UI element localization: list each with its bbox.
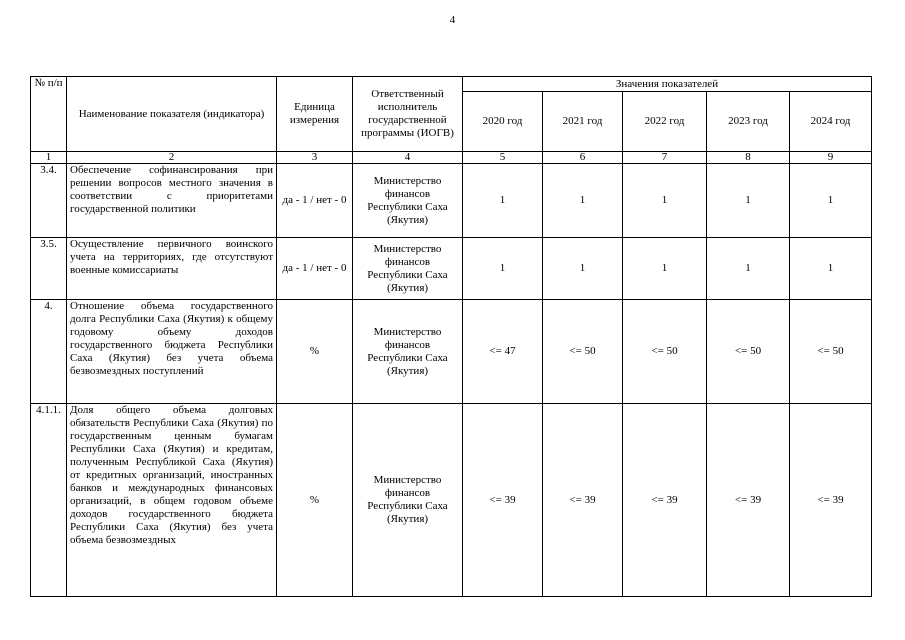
row-executor: Министерство финансов Республики Саха (Якутия) <box>353 238 463 300</box>
row-value: <= 39 <box>543 404 623 597</box>
header-year: 2024 год <box>790 92 872 152</box>
table-row <box>31 404 872 597</box>
row-value: <= 50 <box>623 300 707 404</box>
row-value: 1 <box>707 238 790 300</box>
page-number: 4 <box>449 14 456 26</box>
header-row-1 <box>31 77 872 92</box>
row-value: <= 39 <box>790 404 872 597</box>
column-number: 6 <box>543 152 623 164</box>
column-number: 4 <box>353 152 463 164</box>
row-unit: % <box>277 404 353 597</box>
row-value: <= 50 <box>790 300 872 404</box>
row-name: Доля общего объема долговых обязательств Республики Саха (Якутия) по государственным ценным бумагам Республики Саха (Якутия) и кредитам, полученным Республикой Саха (Якутия) от кредитных организаций, иностранных банков и международных финансовых организаций, в общем годовом объеме доходов государственного бюджета Республики Саха (Якутия) без учета объема безвозмездных <box>67 404 277 597</box>
row-num: 3.5. <box>31 238 67 300</box>
header-unit: Единица измерения <box>277 77 353 152</box>
header-name: Наименование показателя (индикатора) <box>67 77 277 152</box>
row-value: 1 <box>463 164 543 238</box>
column-number: 1 <box>31 152 67 164</box>
table-row <box>31 300 872 404</box>
row-value: 1 <box>623 238 707 300</box>
header-year: 2021 год <box>543 92 623 152</box>
row-value: 1 <box>543 164 623 238</box>
table-row <box>31 164 872 238</box>
row-unit: % <box>277 300 353 404</box>
table-row <box>31 238 872 300</box>
row-unit: да - 1 / нет - 0 <box>277 238 353 300</box>
column-number: 5 <box>463 152 543 164</box>
row-name: Отношение объема государственного долга Республики Саха (Якутия) к общему годовому объему доходов государственного бюджета Республики Саха (Якутия) без учета объема безвозмездных поступлений <box>67 300 277 404</box>
column-number: 8 <box>707 152 790 164</box>
row-num: 4. <box>31 300 67 404</box>
row-value: 1 <box>543 238 623 300</box>
row-value: <= 39 <box>623 404 707 597</box>
row-value: 1 <box>707 164 790 238</box>
column-number: 9 <box>790 152 872 164</box>
header-year: 2023 год <box>707 92 790 152</box>
header-values-group: Значения показателей <box>463 77 872 92</box>
row-name: Осуществление первичного воинского учета на территориях, где отсутствуют военные комиссариаты <box>67 238 277 300</box>
header-executor: Ответственный исполнитель государственной программы (ИОГВ) <box>353 77 463 152</box>
column-number-row <box>31 152 872 164</box>
column-number: 7 <box>623 152 707 164</box>
row-executor: Министерство финансов Республики Саха (Якутия) <box>353 164 463 238</box>
row-num: 3.4. <box>31 164 67 238</box>
indicators-table <box>30 76 872 597</box>
row-value: <= 39 <box>463 404 543 597</box>
row-value: <= 50 <box>543 300 623 404</box>
column-number: 3 <box>277 152 353 164</box>
row-executor: Министерство финансов Республики Саха (Якутия) <box>353 300 463 404</box>
row-num: 4.1.1. <box>31 404 67 597</box>
row-executor: Министерство финансов Республики Саха (Якутия) <box>353 404 463 597</box>
row-value: 1 <box>790 164 872 238</box>
column-number: 2 <box>67 152 277 164</box>
row-value: <= 39 <box>707 404 790 597</box>
row-unit: да - 1 / нет - 0 <box>277 164 353 238</box>
row-value: 1 <box>790 238 872 300</box>
header-num: № п/п <box>31 77 67 152</box>
row-value: <= 50 <box>707 300 790 404</box>
row-value: 1 <box>623 164 707 238</box>
row-value: <= 47 <box>463 300 543 404</box>
header-year: 2022 год <box>623 92 707 152</box>
row-value: 1 <box>463 238 543 300</box>
header-year: 2020 год <box>463 92 543 152</box>
row-name: Обеспечение софинансирования при решении вопросов местного значения в соответствии с приоритетами государственной политики <box>67 164 277 238</box>
